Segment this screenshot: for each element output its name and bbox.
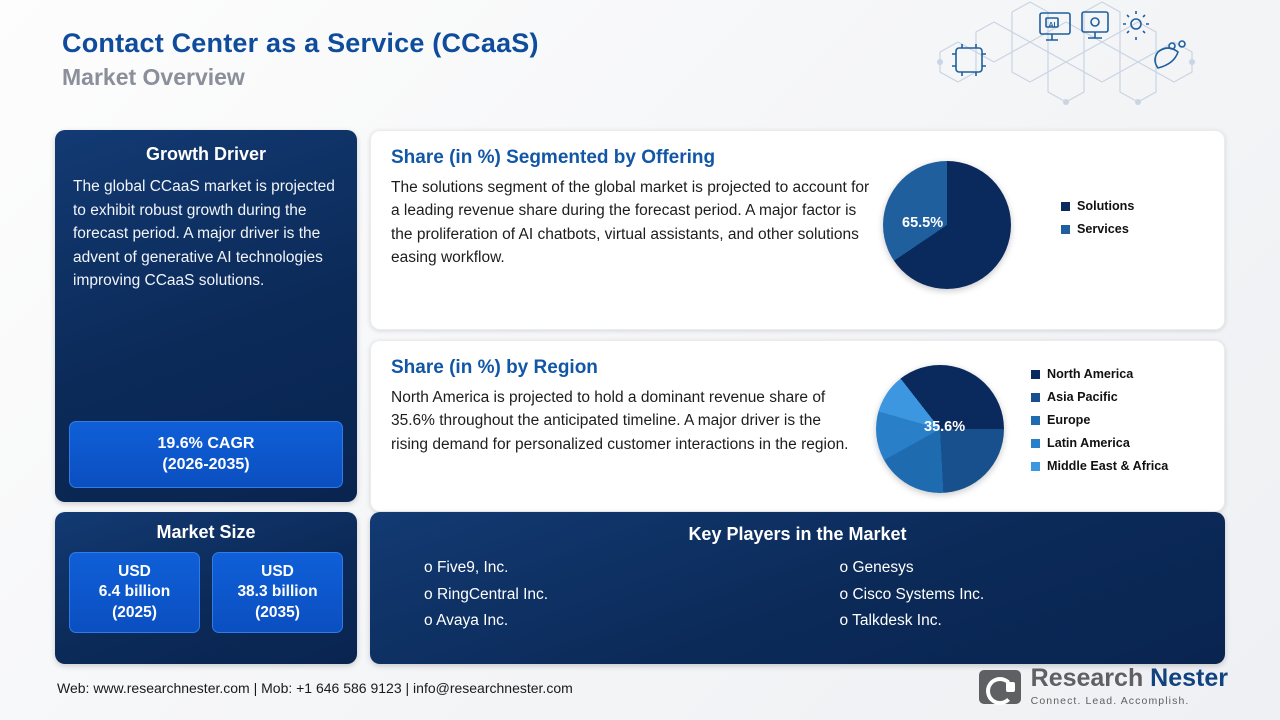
legend-item [1031,413,1168,427]
legend-swatch-icon [1061,202,1070,211]
market-size-currency: USD [118,563,151,580]
key-players-card [370,512,1225,664]
region-pie [876,365,1004,493]
cagr-period: (2026-2035) [162,456,250,474]
market-size-year: (2025) [112,603,157,621]
legend-label: Middle East & Africa [1047,459,1169,473]
growth-driver-card [55,130,357,502]
legend-item [1031,436,1168,450]
legend-label: Services [1077,222,1129,236]
legend-item [1061,222,1134,236]
market-size-item [69,552,200,633]
page-subtitle: Market Overview [62,64,245,91]
legend-label: Latin America [1047,436,1130,450]
market-size-currency: USD [261,563,294,580]
list-item: o Genesys [840,555,1200,582]
legend-item [1031,459,1168,473]
brand-name-part-1: Research [1030,664,1151,692]
market-size-value: 6.4 billion [98,583,171,601]
svg-text:AI: AI [1048,22,1056,29]
legend-label: North America [1047,367,1134,381]
offering-title: Share (in %) Segmented by Offering [391,147,716,168]
market-size-item [212,552,343,633]
offering-body: The solutions segment of the global market is projected to account for a leading revenue share during the forecast period. A major factor is the proliferation of AI chatbots, virtual assistants, and other solutions easing workflow. [391,179,870,266]
region-pie-label: 35.6% [924,419,966,435]
brand-tagline: Connect. Lead. Accomplish. [1030,695,1190,707]
cagr-badge [69,421,343,488]
offering-pie-chart [883,161,1011,289]
legend-item [1061,199,1134,213]
key-players-column-2 [798,555,1200,635]
legend-label: Asia Pacific [1047,390,1118,404]
footer-contact: Web: www.researchnester.com | Mob: +1 646 586 9123 | info@researchnester.com [57,680,573,696]
offering-pie [883,161,1011,289]
cagr-value: 19.6% CAGR [157,434,255,452]
header [62,28,539,90]
region-legend [1031,367,1168,482]
list-item: o Avaya Inc. [424,608,798,635]
list-item: o Five9, Inc. [424,555,798,582]
key-players-column-1 [396,555,798,635]
list-item: o Talkdesk Inc. [840,608,1200,635]
brand-name-part-2: Nester [1150,664,1228,692]
offering-share-card [370,130,1225,330]
legend-swatch-icon [1031,393,1040,402]
legend-swatch-icon [1031,439,1040,448]
legend-swatch-icon [1061,225,1070,234]
hex-network-decoration [900,0,1280,140]
legend-item [1031,367,1168,381]
legend-label: Europe [1047,413,1091,427]
brand-name [1031,666,1228,691]
logo-mark-icon [979,670,1021,704]
legend-item [1031,390,1168,404]
region-title: Share (in %) by Region [391,357,598,378]
market-size-card [55,512,357,664]
list-item: o Cisco Systems Inc. [840,582,1200,609]
page-title: Contact Center as a Service (CCaaS) [62,28,539,58]
legend-label: Solutions [1077,199,1135,213]
market-size-title: Market Size [156,522,256,542]
brand-logo [979,666,1228,707]
key-players-title: Key Players in the Market [688,524,907,544]
growth-driver-body: The global CCaaS market is projected to exhibit robust growth during the forecast period. A major driver is the advent of generative AI technologies improving CCaaS solutions. [73,178,335,290]
growth-driver-title: Growth Driver [145,144,267,164]
region-pie-chart [876,365,1004,493]
offering-pie-label: 65.5% [902,215,944,231]
market-size-year: (2035) [255,603,300,621]
region-share-card [370,340,1225,512]
region-body: North America is projected to hold a dominant revenue share of 35.6% throughout the anticipated timeline. A major driver is the rising demand for personalized customer interactions in the region. [391,389,849,453]
legend-swatch-icon [1031,462,1040,471]
legend-swatch-icon [1031,370,1040,379]
legend-swatch-icon [1031,416,1040,425]
market-size-value: 38.3 billion [237,583,318,601]
list-item: o RingCentral Inc. [424,582,798,609]
offering-legend [1061,199,1134,245]
